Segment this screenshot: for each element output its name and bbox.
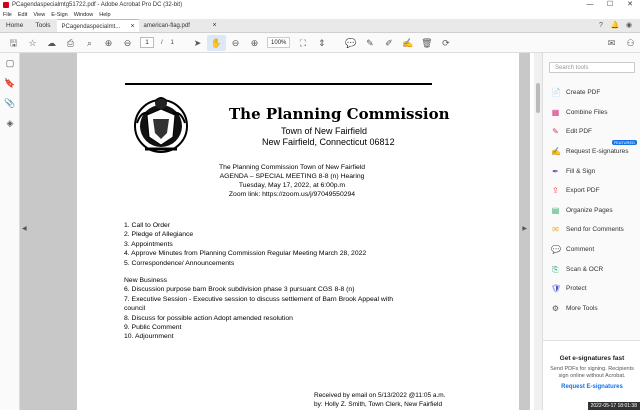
- tool-label: Request E-signatures: [566, 148, 629, 156]
- tools-list: [551, 83, 639, 318]
- menu-file[interactable]: File: [3, 11, 12, 18]
- attachments-icon[interactable]: 📎: [4, 98, 16, 108]
- left-navigation-rail: [0, 53, 20, 410]
- document-scrollbar[interactable]: [534, 53, 542, 410]
- layers-icon[interactable]: ◈: [6, 118, 14, 128]
- document-title: The Planning Commission: [229, 105, 450, 123]
- notifications-icon[interactable]: 🔔: [610, 21, 620, 29]
- agenda-item: 5. Correspondence/ Announcements: [124, 259, 235, 267]
- agenda-section-heading: New Business: [124, 277, 168, 285]
- tool-icon: ▦: [551, 107, 560, 117]
- rotate-icon[interactable]: ⟳: [442, 37, 450, 48]
- close-window-button[interactable]: ✕: [627, 1, 633, 8]
- tab-tools[interactable]: Tools: [35, 22, 51, 29]
- doc-tab-flag[interactable]: [139, 19, 221, 32]
- tool-icon: ✉: [552, 225, 559, 235]
- agenda-item: 7. Executive Session - Executive session to discuss settlement of Barn Brook Appeal with: [124, 295, 393, 303]
- intro-line: Tuesday, May 17, 2022, at 6:00p.m: [238, 182, 346, 189]
- promo-title: Get e-signatures fast: [559, 355, 625, 362]
- tool-label: More Tools: [566, 304, 598, 312]
- received-line: Received by email on 5/13/2022 @11:05 a.m.: [314, 392, 446, 399]
- close-tab-icon[interactable]: ×: [130, 23, 135, 30]
- minimize-button[interactable]: —: [586, 1, 594, 8]
- esign-promo: [543, 340, 640, 410]
- fit-page-icon[interactable]: ⛶: [299, 37, 307, 48]
- page-separator: /: [161, 39, 163, 46]
- page-thumbnails-icon[interactable]: ▢: [5, 58, 15, 68]
- zoom-out-icon[interactable]: ⊖: [231, 37, 240, 48]
- header-rule: [125, 83, 432, 85]
- town-seal-logo: [131, 93, 191, 155]
- share-icon[interactable]: ⚇: [626, 37, 635, 48]
- prev-page-icon[interactable]: ⊕: [104, 37, 113, 48]
- zoom-level-dropdown[interactable]: 100%: [267, 37, 290, 48]
- tool-label: Scan & OCR: [566, 265, 604, 273]
- menu-window[interactable]: Window: [73, 11, 94, 18]
- tool-label: Export PDF: [566, 187, 600, 195]
- select-cursor-icon[interactable]: ➤: [193, 37, 202, 48]
- search-tools-input[interactable]: Search tools: [549, 62, 635, 73]
- tool-label: Organize Pages: [566, 206, 613, 214]
- tool-label: Protect: [566, 285, 587, 293]
- account-icon[interactable]: ◉: [625, 21, 633, 29]
- promo-text: Send PDFs for signing. Recipients sign online without Acrobat.: [550, 366, 634, 379]
- agenda-item: 3. Appointments: [124, 240, 173, 248]
- upload-cloud-icon[interactable]: ☁: [47, 37, 56, 48]
- tool-label: Edit PDF: [566, 128, 593, 136]
- delete-icon[interactable]: 🗑: [421, 37, 433, 48]
- agenda-item: 4. Approve Minutes from Planning Commission Regular Meeting March 28, 2022: [124, 250, 367, 258]
- tool-icon: 🛡: [551, 284, 562, 294]
- next-page-icon[interactable]: ⊖: [123, 37, 132, 48]
- doc-tab-label: PCagendaspecialmt...: [61, 24, 121, 30]
- tool-icon: ✍: [551, 147, 561, 157]
- print-icon[interactable]: ⎙: [66, 37, 75, 48]
- document-address: New Fairfield, Connecticut 06812: [262, 137, 395, 147]
- title-bar: [0, 0, 640, 10]
- pdf-page: [77, 53, 519, 410]
- tool-label: Create PDF: [566, 89, 601, 97]
- email-icon[interactable]: ✉: [607, 37, 616, 48]
- agenda-item: 8. Discuss for possible action Adopt amended resolution: [124, 314, 293, 322]
- featured-badge: FEATURED: [613, 139, 635, 145]
- zoom-in-icon[interactable]: ⊕: [250, 37, 259, 48]
- tool-send-for-comments[interactable]: [551, 220, 639, 240]
- timestamp: 2022-05-17 18:01:38: [588, 402, 640, 410]
- close-tab-icon[interactable]: ×: [212, 22, 217, 29]
- scrollbar-thumb[interactable]: [536, 83, 540, 113]
- page-total: 1: [170, 39, 175, 46]
- agenda-item: 6. Discussion purpose barn Brook subdivision phase 3 pursuant CGS 8-8 (n): [124, 286, 355, 294]
- tool-organize-pages[interactable]: [551, 201, 639, 221]
- tool-fill-sign[interactable]: [551, 161, 639, 181]
- tool-icon: ✒: [552, 166, 559, 176]
- intro-line: The Planning Commission Town of New Fairfield: [218, 164, 366, 171]
- tool-label: Combine Files: [566, 108, 608, 116]
- doc-tab-agenda[interactable]: [57, 19, 139, 32]
- tool-protect[interactable]: [551, 279, 639, 299]
- document-town: Town of New Fairfield: [281, 126, 368, 136]
- tool-combine-files[interactable]: [551, 103, 639, 123]
- received-by-line: by: Holly Z. Smith, Town Clerk, New Fairfield: [314, 400, 443, 408]
- received-note: [314, 392, 446, 409]
- stamp-icon[interactable]: ✍: [402, 37, 414, 48]
- tool-icon: 📄: [551, 88, 561, 98]
- comment-icon[interactable]: 💬: [345, 37, 357, 48]
- tab-bar: [0, 19, 640, 33]
- menu-esign[interactable]: E-Sign: [51, 11, 68, 18]
- tool-comment[interactable]: [551, 240, 639, 260]
- tool-icon: ⎘: [552, 264, 559, 274]
- menu-help[interactable]: Help: [99, 11, 111, 18]
- tool-icon: ✎: [552, 127, 559, 137]
- tool-label: Comment: [566, 246, 595, 254]
- scroll-mode-icon[interactable]: ⇕: [318, 37, 326, 48]
- menu-edit[interactable]: Edit: [17, 11, 28, 18]
- pen-icon[interactable]: ✎: [366, 37, 374, 48]
- tool-edit-pdf[interactable]: [551, 122, 639, 142]
- intro-line: Zoom link: https://zoom.us/j/97049550294: [228, 191, 356, 198]
- tool-icon: ⇪: [552, 186, 559, 196]
- tool-icon: 💬: [551, 245, 561, 255]
- collapse-right-icon[interactable]: ▶: [522, 226, 527, 232]
- tab-home[interactable]: Home: [6, 22, 24, 29]
- agenda-item: 1. Call to Order: [124, 222, 171, 229]
- agenda-item: 10. Adjournment: [124, 333, 174, 341]
- agenda-intro: [192, 163, 392, 199]
- help-icon[interactable]: ?: [599, 21, 603, 29]
- menu-view[interactable]: View: [33, 11, 46, 18]
- document-viewport[interactable]: [20, 53, 530, 410]
- tool-label: Send for Comments: [566, 226, 624, 234]
- hand-tool-icon[interactable]: ✋: [207, 35, 226, 51]
- main-toolbar: [0, 33, 640, 53]
- agenda-item: 2. Pledge of Allegiance: [124, 231, 194, 239]
- highlight-icon[interactable]: ✐: [385, 37, 393, 48]
- window-title: PCagendaspecialmtg51722.pdf - Adobe Acrobat Pro DC (32-bit): [12, 2, 183, 8]
- header-right-icons: [594, 19, 640, 32]
- intro-line: AGENDA – SPECIAL MEETING 8-8 (n) Hearing: [219, 173, 365, 180]
- tool-export-pdf[interactable]: [551, 181, 639, 201]
- search-icon[interactable]: ⌕: [86, 37, 93, 48]
- tool-scan-ocr[interactable]: [551, 259, 639, 279]
- agenda-item: 9. Public Comment: [124, 324, 182, 332]
- collapse-left-icon[interactable]: ◀: [22, 226, 27, 232]
- bookmark-star-icon[interactable]: ☆: [28, 37, 37, 48]
- acrobat-app-icon: [3, 2, 9, 8]
- tool-icon: ▤: [551, 205, 560, 215]
- window-controls: [580, 0, 640, 10]
- menu-bar: [0, 10, 640, 19]
- bookmarks-icon[interactable]: 🔖: [4, 78, 16, 88]
- maximize-button[interactable]: ☐: [606, 1, 614, 8]
- tools-panel: [542, 53, 640, 410]
- save-icon[interactable]: 🖫: [9, 37, 18, 48]
- tool-icon: ⚙: [551, 303, 560, 313]
- tool-request-e-signatures[interactable]: [551, 139, 639, 162]
- request-esignatures-link[interactable]: Request E-signatures: [561, 384, 623, 390]
- tool-more-tools[interactable]: [551, 299, 639, 319]
- doc-tab-label: american-flag.pdf: [143, 23, 190, 29]
- agenda-item: council: [124, 305, 146, 313]
- tool-label: Fill & Sign: [566, 167, 596, 175]
- agenda-list: [124, 221, 424, 342]
- page-number-input[interactable]: 1: [140, 37, 154, 48]
- tool-create-pdf[interactable]: [551, 83, 639, 103]
